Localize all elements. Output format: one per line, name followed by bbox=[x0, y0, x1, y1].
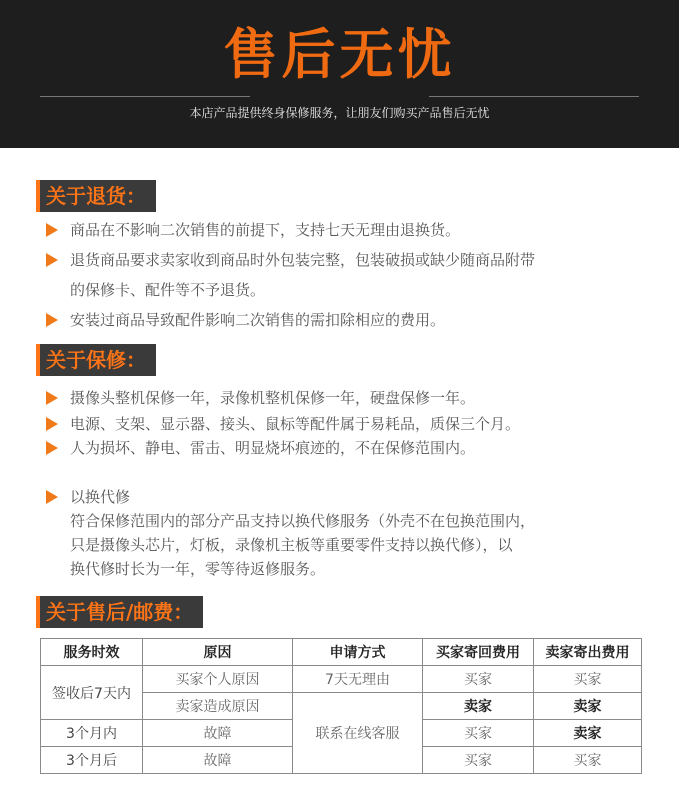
table-cell-reason: 买家个人原因 bbox=[143, 666, 293, 693]
replacement-line-3: 换代修时长为一年，零等待返修服务。 bbox=[70, 560, 326, 578]
header-banner bbox=[0, 0, 679, 148]
table-cell-send-fee: 买家 bbox=[534, 666, 642, 693]
table-cell-return-fee: 买家 bbox=[423, 666, 534, 693]
table-cell-period: 3个月后 bbox=[41, 747, 143, 774]
return-item-3: 安装过商品导致配件影响二次销售的需扣除相应的费用。 bbox=[70, 311, 446, 329]
table-cell-return-fee: 买家 bbox=[423, 720, 534, 747]
table-header-cell: 买家寄回费用 bbox=[423, 639, 534, 666]
bullet-arrow-icon bbox=[46, 313, 58, 327]
header-divider-left bbox=[40, 96, 250, 97]
table-cell-send-fee: 卖家 bbox=[534, 720, 642, 747]
table-cell-return-fee: 买家 bbox=[423, 747, 534, 774]
table-header-row bbox=[41, 639, 642, 666]
table-cell-period: 签收后7天内 bbox=[41, 666, 143, 720]
postage-section-title: 关于售后/邮费： bbox=[36, 596, 203, 628]
table-header-cell: 申请方式 bbox=[293, 639, 423, 666]
replacement-line-1: 符合保修范围内的部分产品支持以换代修服务（外壳不在包换范围内， bbox=[70, 512, 536, 530]
warranty-item-3: 人为损坏、静电、雷击、明显烧坏痕迹的，不在保修范围内。 bbox=[70, 439, 476, 457]
table-cell-reason: 故障 bbox=[143, 747, 293, 774]
bullet-arrow-icon bbox=[46, 223, 58, 237]
table-cell-method: 7天无理由 bbox=[293, 666, 423, 693]
header-divider-right bbox=[429, 96, 639, 97]
table-cell-period: 3个月内 bbox=[41, 720, 143, 747]
warranty-item-2: 电源、支架、显示器、接头、鼠标等配件属于易耗品，质保三个月。 bbox=[70, 415, 521, 433]
table-cell-reason: 卖家造成原因 bbox=[143, 693, 293, 720]
service-fee-table bbox=[40, 638, 642, 774]
table-header-cell: 卖家寄出费用 bbox=[534, 639, 642, 666]
return-item-1: 商品在不影响二次销售的前提下，支持七天无理由退换货。 bbox=[70, 221, 461, 239]
return-item-2: 退货商品要求卖家收到商品时外包装完整，包装破损或缺少随商品附带 bbox=[70, 251, 536, 269]
table-cell-method: 联系在线客服 bbox=[293, 693, 423, 774]
page-subtitle: 本店产品提供终身保修服务，让朋友们购买产品售后无忧 bbox=[189, 106, 490, 120]
table-header-cell: 原因 bbox=[143, 639, 293, 666]
table-cell-send-fee: 买家 bbox=[534, 747, 642, 774]
table-row bbox=[41, 666, 642, 693]
table-cell-reason: 故障 bbox=[143, 720, 293, 747]
table-header-cell: 服务时效 bbox=[41, 639, 143, 666]
return-item-2-continued: 的保修卡、配件等不予退货。 bbox=[70, 281, 266, 299]
page-title: 售后无忧 bbox=[223, 23, 456, 86]
replacement-line-2: 只是摄像头芯片，灯板，录像机主板等重要零件支持以换代修），以 bbox=[70, 536, 513, 554]
bullet-arrow-icon bbox=[46, 490, 58, 504]
bullet-arrow-icon bbox=[46, 417, 58, 431]
warranty-section-title: 关于保修： bbox=[36, 344, 156, 376]
warranty-item-1: 摄像头整机保修一年，录像机整机保修一年，硬盘保修一年。 bbox=[70, 389, 476, 407]
bullet-arrow-icon bbox=[46, 391, 58, 405]
replacement-title: 以换代修 bbox=[70, 488, 131, 506]
table-cell-send-fee: 卖家 bbox=[534, 693, 642, 720]
bullet-arrow-icon bbox=[46, 441, 58, 455]
bullet-arrow-icon bbox=[46, 253, 58, 267]
table-cell-return-fee: 卖家 bbox=[423, 693, 534, 720]
return-section-title: 关于退货： bbox=[36, 180, 156, 212]
